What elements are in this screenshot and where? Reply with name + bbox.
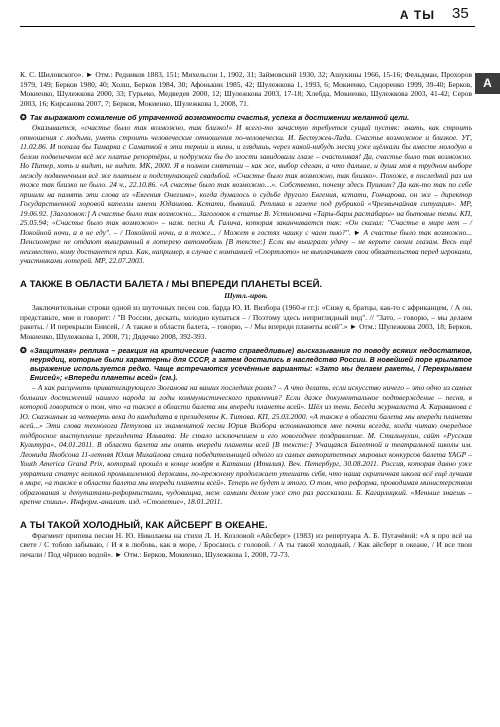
header-rule bbox=[20, 26, 475, 27]
thumb-index-tab bbox=[475, 73, 500, 94]
meaning-bullet bbox=[20, 346, 472, 382]
citation-paragraph: – А как расценить приватизирующего Зюганова на ваших последних ролях? – А что делать, если искусство ничего – это одно из самых больших достижений нашего народа за годы коммунистического правления? Если даже документальное подтверждение – песня, в которой говорится о том, что «а также в области балета мы впереди планеты всей». Шёл из тени. Беседа журналиста А. Караванова с Ю. Сказкиным за четверть века до кандидата в президенты К. Титова. КП, 25.03.2000. «А также в области балета мы впереди планеты всей...» Эти слова технолога Петухова из знаменитой песни Юрия Визбора вспоминаются мне почти всегда, когда читаю очередное подбросное выступление президента Ильвата. Не стало исключением и его новогоднее поздравление. М. Стальнухин, сайт «Русская Культура», 04.01.2011. В области балета мы опять впереди планеты всей [В тексте:] Учащаяся Балетной и театральной школы им. Леонида Якобсона 11-летняя Юлия Михайлова стала победительницей одного из самых авторитетных мировых конкурсов балета YAGP – Youth America Grand Prix, который прошёл в конце ноября в Катании (Италия). Веч. Петербург, 30.08.2011. Россия, которая давно уже утратила статус великой промышленной державы, по-прежнему продолжает утешать себя, что наша скрипичная школа всё ещё лучшая в мире, «а также в области балета мы впереди планеты всей». Теперь не будет и этого. О том, что реформа, проводимая министерством образования и депутатами-реформистами, чудовищна, меж самими делом уже сто раз рассказали. Б. Кагарлицкий. «Меньше знаешь – крепче спишь». Информ.-аналит. изд. «Столетие», 18.01.2011. bbox=[20, 383, 472, 506]
citation-paragraph: Оказывается, «счастье было так возможно, так близко!» И всего-то зачастую требуется сущий пустяк: знать, как строить отношения с людьми, уметь строить человеческие отношения по-человечески. И. Бестужев-Лада. Счастье возможное и близкое. УГ, 11.02.86. И попала бы Тамарка с Саматкой в эти тернии и вины, и глядишь, через какой-нибудь месяц уже щёлкали бы вместе молодую в белом подвенечном всё же платье репортёры, и подружки бы до злости завидовали глазе – счастливая! Да, счастье было так возможно. Но Питер, хоть и видит, не видит. МК, 2000. Я в полном смятении – как же, выбор сделан, а что дальше, и душа моя в трудном выборе между подвенечным всё же платьем и подступающей свадьбой. «Счастье было так возможно, так близко». Похоже, в последний раз им тоже так близко не было. 24 ч., 22.10.86. «А счастье было так возможно…». Собственно, почему здесь Пушкин? Да как-то так по себе пришли на память эти слова из «Евгения Онегина», когда думалось о судьбе другого Евгения, кстати, Гончарова, он же – директор Государственной хоровой капеллы имени Юдашова. Кстати, бывший. Реплика в газете под рубрикой «Чрезвычайная ситуация». МР, 19.06.92. [Заголовок:] А счастье было так возможно... Заголовок в статье В. Устиновича «Тары-бары растабары» на бытовые темы. КП, 25.05.94; «Счастье было так возможно» – назв. песни А. Галича, которая заканчивается так: «Он сказал: "Счастье в мире нет – / Покойной ночи, а я не еду". – / Покойной ночи, а я тоже... / Может в гостях чашку с чаем пью?". ► А счастье было так возможно... Пенсионерке не отдают выигранный в лотерею автомобиль [В тексте:] Если вы выиграли удачу – не верьте своим глазам. Весь ещё неизвестно, кому достанется приз. Как, например, в случае с компанией «Спортлото» не выплачивает свои обязательства перед игроками, участниками лотерей. МР, 22.07.2003. bbox=[20, 123, 472, 265]
running-header-title: А ТЫ bbox=[399, 8, 435, 22]
meaning-text: «Защитная» реплика – реакция на критические (часто справедливые) высказывания по поводу всяких недостатков, неурядиц, которые были характерны для СССР, а затем достались в наследство России. В новейшей поре крылатое выражение используется редко. Чаще встречаются усечённые варианты: «Зато мы делаем ракеты, / Перекрываем Енисей»; «Впереди планеты всей» (см.). bbox=[30, 346, 472, 382]
bullet-icon: ✪ bbox=[20, 113, 27, 122]
entry-style-label: Шутл.-ирон. bbox=[224, 290, 268, 300]
bullet-icon: ✪ bbox=[20, 346, 27, 355]
reference-paragraph: К. С. Шиловского». ► Отм.: Редников 1883, 151; Михельсон 1, 1902, 31; Займовский 1930, 32; Ашукины 1966, 15-16; Фельдман, Прохоров 1979, 149; Берков 1980, 40; Холш, Берков 1984, 30; Афонькин 1985, 42; Шулежкова 1, 1993, 6; Мокиенко, Сидоренко 1999, 39-40; Берков, Мокиенко, Шулежкова 2000, 33; Гурьеко, Медведев 2000, 12; Шулежкова 2003, 17-18; Хлебда, Мокиенко, Шулежкова 2003, 41-42; Серов 2003, 16; Кирсанова 2007, 7; Берков, Мокиенко, Шулежкова 1, 2008, 71. bbox=[20, 70, 472, 108]
meaning-text: Так выражают сожаление об утраченной возможности счастья, успеха в достижении желанной цели. bbox=[30, 113, 410, 122]
meaning-bullet bbox=[20, 113, 472, 122]
page-number: 35 bbox=[452, 5, 469, 22]
thumb-index-letter: А bbox=[483, 76, 492, 90]
entry-origin-paragraph: Фрагмент припева песни Н. Ю. Николаева на стихи Л. Н. Козловой «Айсберг» (1983) из репертуара А. Б. Пугачёвой: «А я про всё на свете / С тобою забываю, / И я в любовь, как в море, / Бросаюсь с головой. / А ты такой холодный, / Как айсберг в океане, / И все твои печали / Под чёрною водой». ► Отм.: Берков, Мокиенко, Шулежкова 1, 2008, 72-73. bbox=[20, 530, 472, 559]
entry-heading: А ТЫ ТАКОЙ ХОЛОДНЫЙ, КАК АЙСБЕРГ В ОКЕАНЕ. bbox=[20, 519, 268, 531]
entry-heading: А ТАКЖЕ В ОБЛАСТИ БАЛЕТА / МЫ ВПЕРЕДИ ПЛАНЕТЫ ВСЕЙ. bbox=[20, 278, 323, 290]
dictionary-text bbox=[20, 70, 472, 559]
entry-origin-paragraph: Заключительные строки одной из шуточных песен сов. барда Ю. И. Визбора (1960-е гг.): «Сижу я, братцы, как-то с африканцем, / А он, представьте, мне и говорит: / "В России, дескать, холодно купаться – / Поэтому здесь неприглядный вид". // "Зато, – говорю, – мы делаем ракеты, / И перекрыли Енисей, / А также в области балета, – говорю, – / Мы впереди планеты всей".» ► Отм.: Шулежкова 2003, 18; Берков, Мокиенко, Шулежкова 1, 2008, 71; Дядечко 2008, 392-393. bbox=[20, 303, 472, 341]
